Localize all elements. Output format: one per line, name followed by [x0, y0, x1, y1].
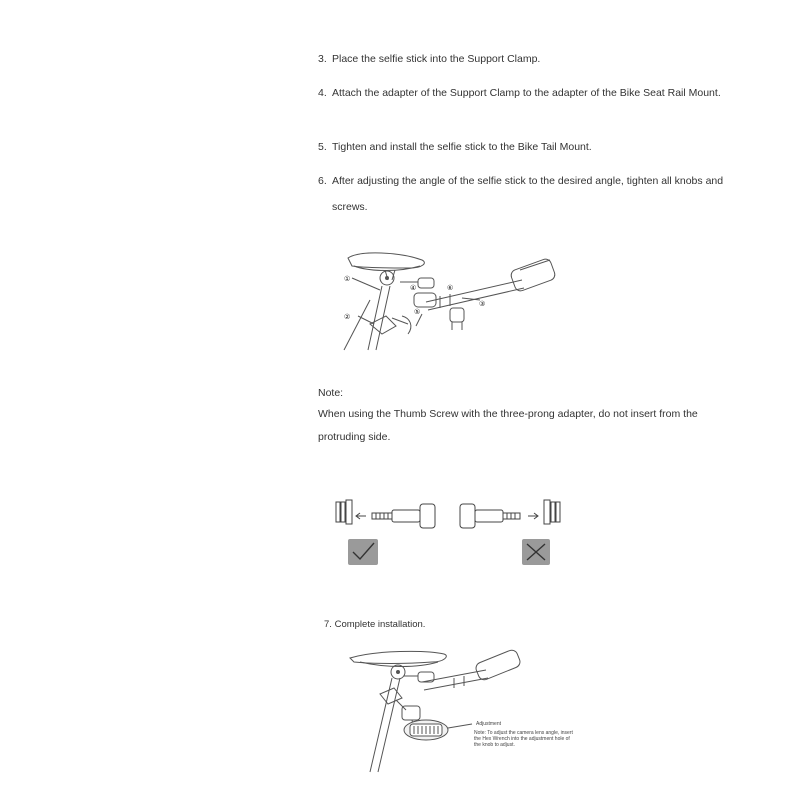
adjustment-note-line-1: Note: To adjust the camera lens angle, insert: [474, 730, 573, 736]
adjustment-note-line-3: the knob to adjust.: [474, 742, 515, 748]
check-badge: [348, 539, 378, 565]
step-number: 4.: [318, 87, 327, 99]
bike-mount-illustration: [330, 238, 580, 358]
step-number: 6.: [318, 175, 327, 187]
note-text: When using the Thumb Screw with the three-prong adapter, do not insert from the protruding side.: [318, 408, 698, 443]
callout-6: ⑥: [447, 284, 454, 292]
thumb-screw-correct-diagram: [334, 496, 444, 568]
step-5: [318, 134, 738, 160]
callout-2: ②: [344, 313, 351, 321]
step-text: Tighten and install the selfie stick to the Bike Tail Mount.: [332, 141, 592, 153]
complete-installation-illustration: [346, 648, 576, 774]
step-4: [318, 80, 738, 106]
step-7: [324, 619, 425, 630]
callout-4: ④: [410, 284, 417, 292]
step-number: 3.: [318, 53, 327, 65]
callout-5: ⑤: [414, 308, 421, 316]
callout-1: ①: [344, 275, 351, 283]
adjustment-label: Adjustment: [476, 721, 502, 727]
note-label: Note:: [318, 387, 344, 399]
step-number: 5.: [318, 141, 327, 153]
callout-3: ③: [479, 300, 486, 308]
step-text: Attach the adapter of the Support Clamp to the adapter of the Bike Seat Rail Mount.: [332, 87, 721, 99]
step-text: Complete installation.: [334, 619, 426, 630]
step-text: Place the selfie stick into the Support Clamp.: [332, 53, 541, 65]
thumb-screw-incorrect-diagram: [458, 496, 578, 568]
step-3: [318, 46, 738, 72]
step-6: [318, 168, 738, 220]
step-text: After adjusting the angle of the selfie stick to the desired angle, tighten all knobs and screws.: [332, 175, 724, 213]
step-number: 7.: [324, 619, 332, 630]
cross-badge: [522, 539, 550, 565]
adjustment-note-line-2: the Hex Wrench into the adjustment hole of: [474, 736, 570, 742]
